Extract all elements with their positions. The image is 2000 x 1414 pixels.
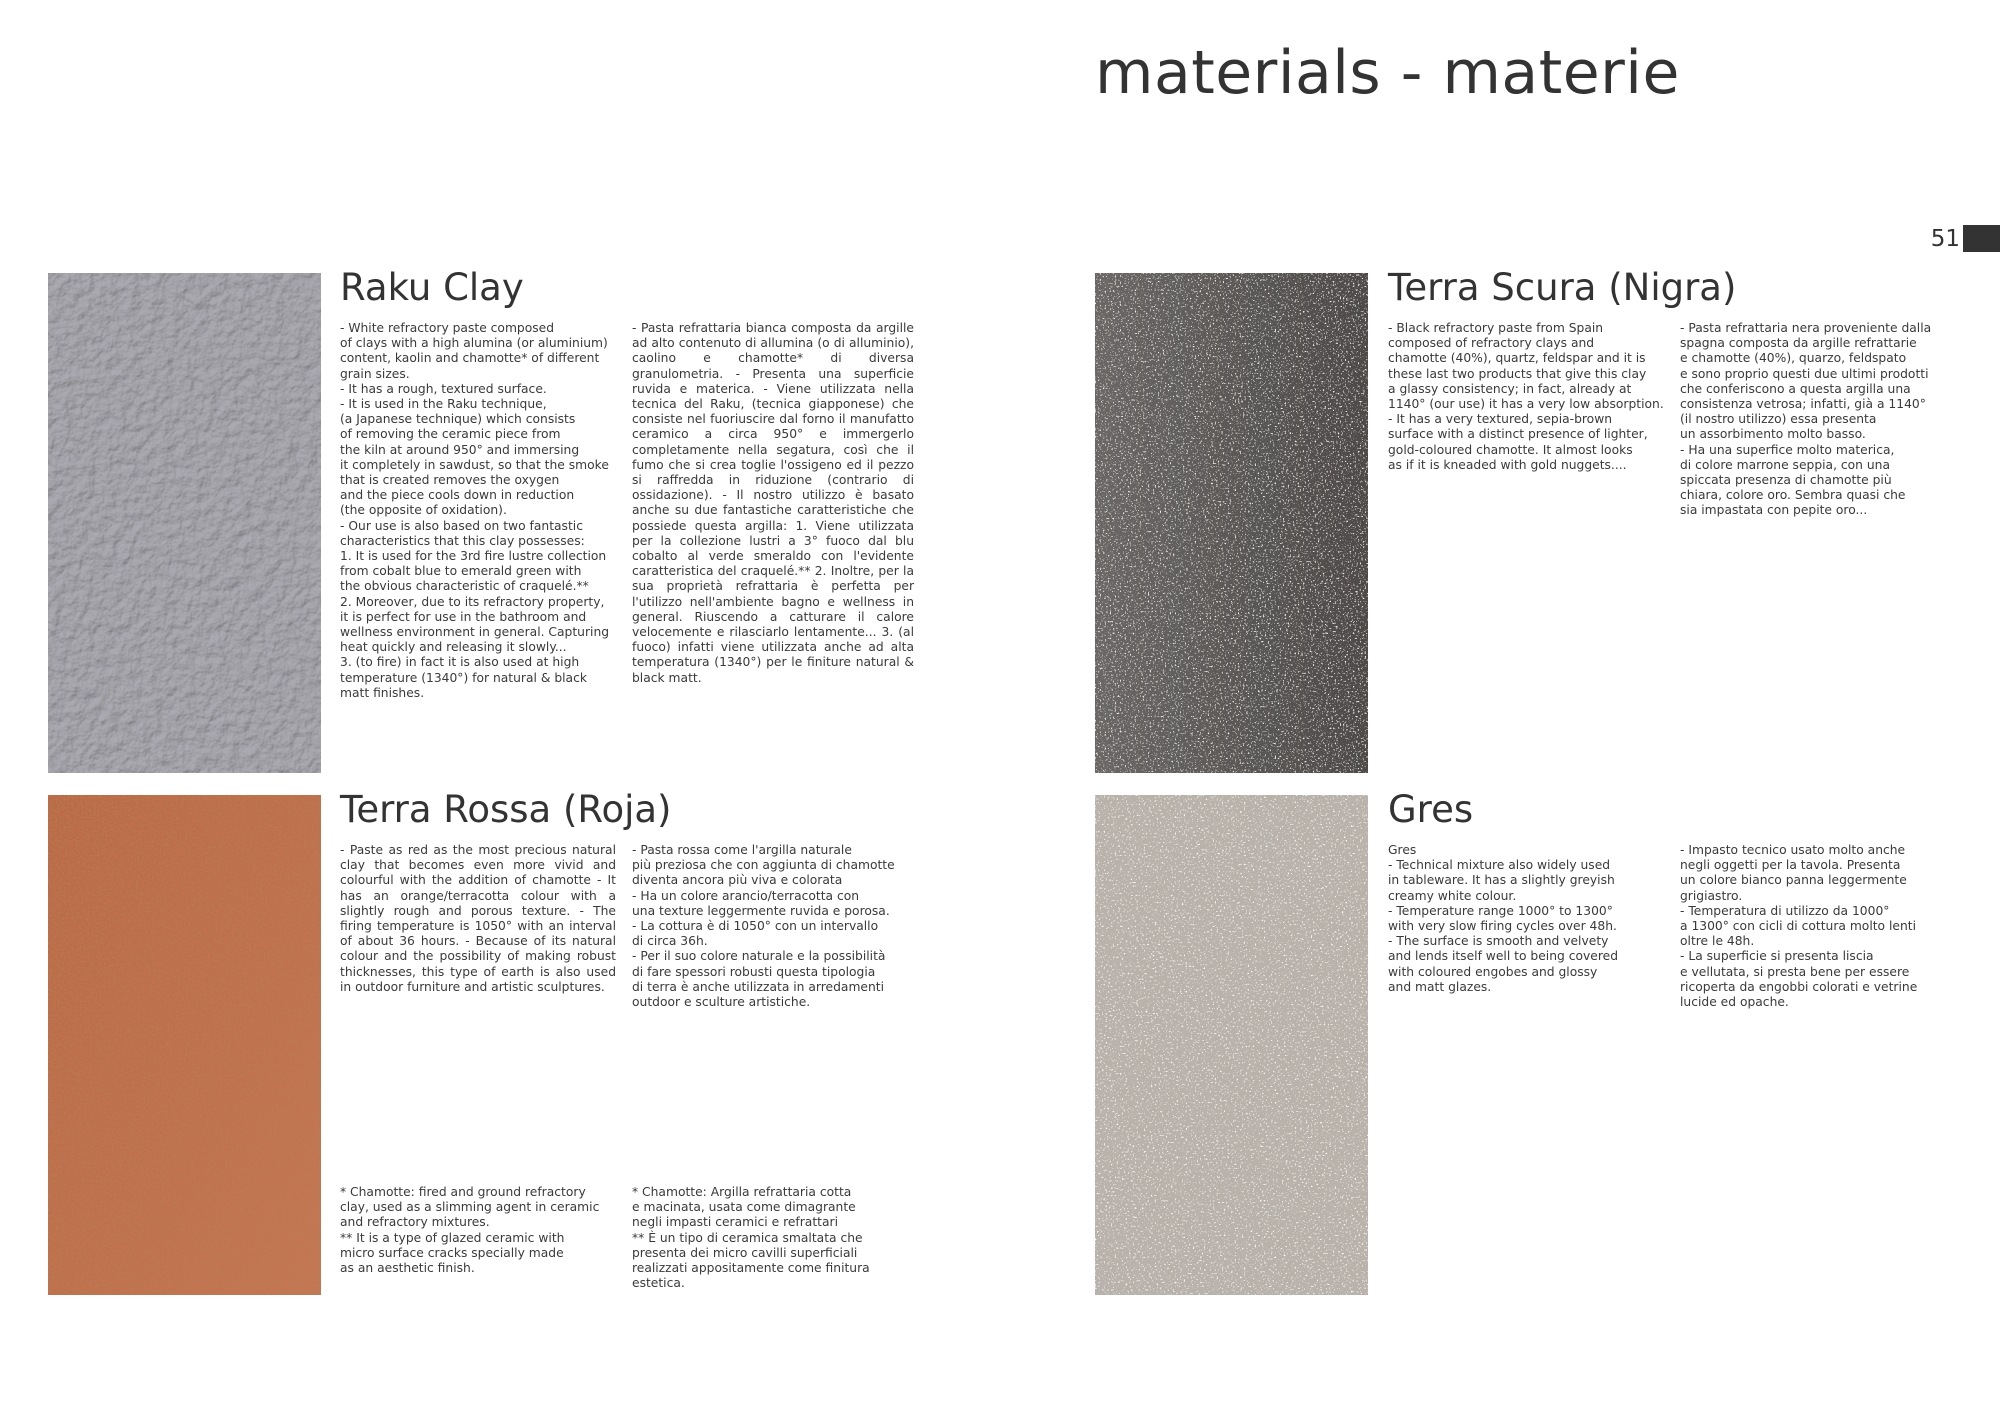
terra-scura-text-it: - Pasta refrattaria nera proveniente dalla spagna composta da argille refrattarie e chamotte (40%), quarzo, feldspato e sono proprio questi due ultimi prodotti che conferiscono a questa argilla una consistenza vetrosa; infatti, già a 1140° (il nostro utilizzo) essa presenta un assorbimento molto basso. - Ha una superfice molto materica, di colore marrone seppia, con una spiccata presenza di chamotte più chiara, colore oro. Sembra quasi che sia impastata con pepite oro...: [1680, 321, 1932, 518]
terra-scura-title: Terra Scura (Nigra): [1388, 266, 1737, 309]
raku-clay-title: Raku Clay: [340, 266, 524, 309]
gres-title: Gres: [1388, 788, 1474, 831]
page-title: materials - materie: [1095, 38, 1680, 108]
page-number: 51: [1930, 226, 1960, 252]
raku-clay-text-en: - White refractory paste composed of clays with a high alumina (or aluminium) content, kaolin and chamotte* of different grain sizes. - It has a rough, textured surface. - It is used in the Raku technique, (a Japanese technique) which consists of removing the ceramic piece from the kiln at around 950° and immersing it completely in sawdust, so that the smoke that is created removes the oxygen and the piece cools down in reduction (the opposite of oxidation). - Our use is also based on two fantastic characteristics that this clay possesses: 1. It is used for the 3rd fire lustre collection from cobalt blue to emerald green with the obvious characteristic of craquelé.** 2. Moreover, due to its refractory property, it is perfect for use in the bathroom and wellness environment in general. Capturing heat quickly and releasing it slowly... 3. (to fire) in fact it is also used at high temperature (1340°) for natural & black matt finishes.: [340, 321, 610, 700]
terra-rossa-swatch: [48, 795, 321, 1295]
raku-clay-swatch: [48, 273, 321, 773]
gres-swatch: [1095, 795, 1368, 1295]
terra-scura-swatch: [1095, 273, 1368, 773]
gres-text-it: - Impasto tecnico usato molto anche negli oggetti per la tavola. Presenta un colore bianco panna leggermente grigiastro. - Temperatura di utilizzo da 1000° a 1300° con cicli di cottura molto lenti oltre le 48h. - La superficie si presenta liscia e vellutata, si presta bene per essere ricoperta da engobbi colorati e vetrine lucide ed opache.: [1680, 843, 1918, 1010]
page-tab-marker: [1963, 225, 2000, 252]
terra-rossa-title: Terra Rossa (Roja): [340, 788, 672, 831]
gres-text-en: Gres - Technical mixture also widely used in tableware. It has a slightly greyish creamy white colour. - Temperature range 1000° to 1300° with very slow firing cycles over 48h. - The surface is smooth and velvety and lends itself well to being covered with coloured engobes and glossy and matt glazes.: [1388, 843, 1619, 994]
raku-clay-text-it: - Pasta refrattaria bianca composta da argille ad alto contenuto di allumina (o di alluminio), caolino e chamotte* di diversa granulometria. - Presenta una superficie ruvida e materica. - Viene utilizzata nella tecnica del Raku, (tecnica giapponese) che consiste nel fuoriuscire dal forno il manufatto ceramico a circa 950° e immergerlo completamente nella segatura, così che il fumo che si crea toglie l'ossigeno ed il pezzo si raffredda in riduzione (contrario di ossidazione). - Il nostro utilizzo è basato anche su due fantastiche caratteristiche che possiede questa argilla: 1. Viene utilizzata per la collezione lustri a 3° fuoco dal blu cobalto al verde smeraldo con l'evidente caratteristica del craquelé.** 2. Inoltre, per la sua proprietà refrattaria è perfetta per l'utilizzo nell'ambiente bagno e wellness in general. Riuscendo a catturare il calore velocemente e rilasciarlo lentamente... 3. (al fuoco) infatti viene utilizzata anche ad alta temperatura (1340°) per le finiture natural & black matt.: [632, 321, 914, 685]
terra-scura-text-en: - Black refractory paste from Spain composed of refractory clays and chamotte (40%), quartz, feldspar and it is these last two products that give this clay a glassy consistency; in fact, already at 1140° (our use) it has a very low absorption. - It has a very textured, sepia-brown surface with a distinct presence of lighter, gold-coloured chamotte. It almost looks as if it is kneaded with gold nuggets....: [1388, 321, 1664, 472]
terra-rossa-text-en: - Paste as red as the most precious natural clay that becomes even more vivid and colourful with the addition of chamotte - It has an orange/terracotta colour with a slightly rough and porous texture. - The firing temperature is 1050° with an interval of about 36 hours. - Because of its natural colour and the possibility of making robust thicknesses, this type of earth is also used in outdoor furniture and artistic sculptures.: [340, 843, 616, 994]
footnote-it: * Chamotte: Argilla refrattaria cotta e macinata, usata come dimagrante negli impasti ceramici e refrattari ** È un tipo di ceramica smaltata che presenta dei micro cavilli superficiali realizzati appositamente come finitura estetica.: [632, 1185, 870, 1291]
terra-rossa-text-it: - Pasta rossa come l'argilla naturale più preziosa che con aggiunta di chamotte diventa ancora più viva e colorata - Ha un colore arancio/terracotta con una texture leggermente ruvida e porosa. - La cottura è di 1050° con un intervallo di circa 36h. - Per il suo colore naturale e la possibilità di fare spessori robusti questa tipologia di terra è anche utilizzata in arredamenti outdoor e sculture artistiche.: [632, 843, 895, 1010]
footnote-en: * Chamotte: fired and ground refractory clay, used as a slimming agent in ceramic and refractory mixtures. ** It is a type of glazed ceramic with micro surface cracks specially made as an aesthetic finish.: [340, 1185, 600, 1276]
